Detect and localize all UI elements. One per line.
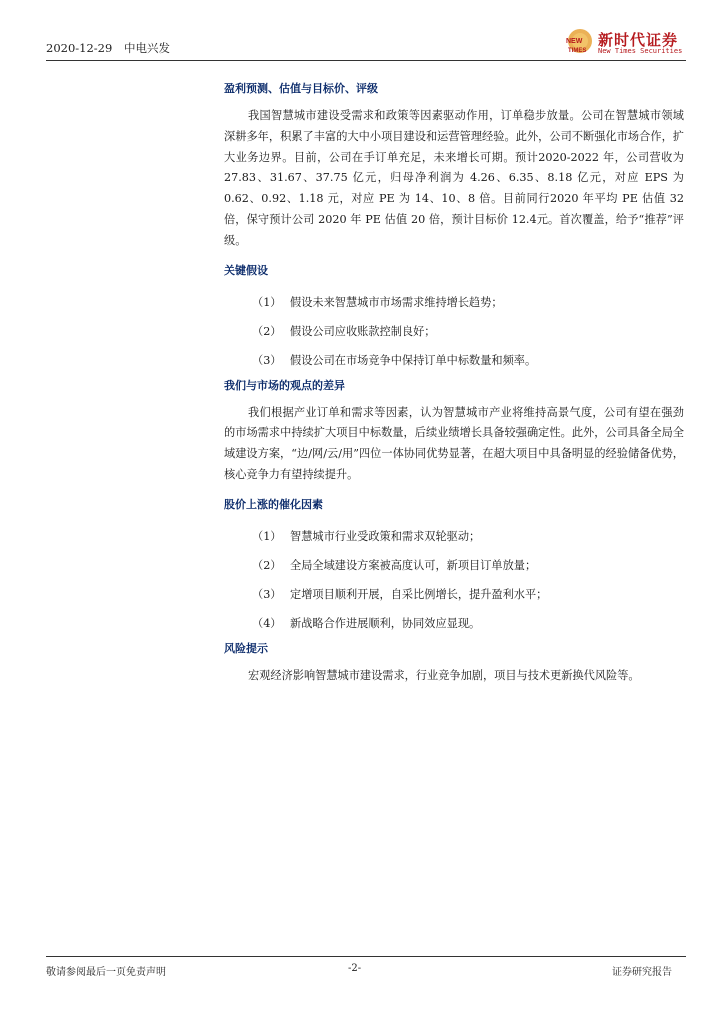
section-title-catalysts: 股价上涨的催化因素 <box>224 497 323 511</box>
svg-text:TIMES: TIMES <box>568 48 587 54</box>
svg-text:NEW: NEW <box>566 38 583 45</box>
list-item: （4） 新战略合作进展顺利，协同效应显现。 <box>252 616 481 630</box>
forecast-paragraph: 我国智慧城市建设受需求和政策等因素驱动作用，订单稳步放量。公司在智慧城市领域深耕多年，积累了丰富的大中小项目建设和运营管理经验。此外，公司不断强化市场合作，扩大业务边界。目前，公司在手订单充足，未来增长可期。预计2020-2022 年，公司营收为 27.83、31.67、37.75 亿元，归母净利润为 4.26、6.35、8.18 亿元，对应 EPS 为 0.62、0.92、1.18 元，对应 PE 为 14、10、8 倍。目前同行2020 年平均 PE 估值 32 倍，保守预计公司 2020 年 PE 估值 20 倍，预计目标价 12.4元。首次覆盖，给予“推荐”评级。 <box>224 109 684 247</box>
logo-english-name: New Times Securities <box>598 47 683 55</box>
logo-chinese-name: 新时代证券 <box>598 31 679 49</box>
company-name: 中电兴发 <box>123 41 170 55</box>
disclaimer-note: 敬请参阅最后一页免责声明 <box>46 967 166 978</box>
new-times-logo-icon <box>562 26 598 60</box>
list-item: （2） 全局全域建设方案被高度认可，新项目订单放量； <box>252 558 537 572</box>
list-item: （3） 定增项目顺利开展，自采比例增长，提升盈利水平； <box>252 587 548 601</box>
list-item: （1） 智慧城市行业受政策和需求双轮驱动； <box>252 529 481 543</box>
assumptions-list <box>224 288 684 375</box>
catalysts-list <box>224 522 684 638</box>
report-date: 2020-12-29 <box>46 41 113 55</box>
main-content <box>224 78 684 687</box>
footer-divider <box>46 956 686 957</box>
broker-logo <box>562 26 692 60</box>
report-type: 证券研究报告 <box>612 967 672 978</box>
list-item: （3） 假设公司在市场竞争中保持订单中标数量和频率。 <box>252 353 537 367</box>
section-title-assumptions: 关键假设 <box>224 263 268 277</box>
section-title-difference: 我们与市场的观点的差异 <box>224 378 345 392</box>
header-info <box>46 40 178 56</box>
difference-paragraph: 我们根据产业订单和需求等因素，认为智慧城市产业将维持高景气度，公司有望在强劲的市场需求中持续扩大项目中标数量，后续业绩增长具备较强确定性。此外，公司具备全局全域建设方案，“边/网/云/用”四位一体协同优势显著，在超大项目中具备明显的经验储备优势，核心竞争力有望持续提升。 <box>224 405 684 481</box>
section-title-forecast: 盈利预测、估值与目标价、评级 <box>224 82 378 95</box>
page-number: -2- <box>348 963 362 974</box>
list-item: （2） 假设公司应收账款控制良好； <box>252 324 436 338</box>
list-item: （1） 假设未来智慧城市市场需求维持增长趋势； <box>252 295 503 309</box>
risks-paragraph: 宏观经济影响智慧城市建设需求，行业竞争加剧，项目与技术更新换代风险等。 <box>248 668 640 682</box>
header-divider <box>46 60 686 61</box>
section-title-risks: 风险提示 <box>224 641 268 655</box>
